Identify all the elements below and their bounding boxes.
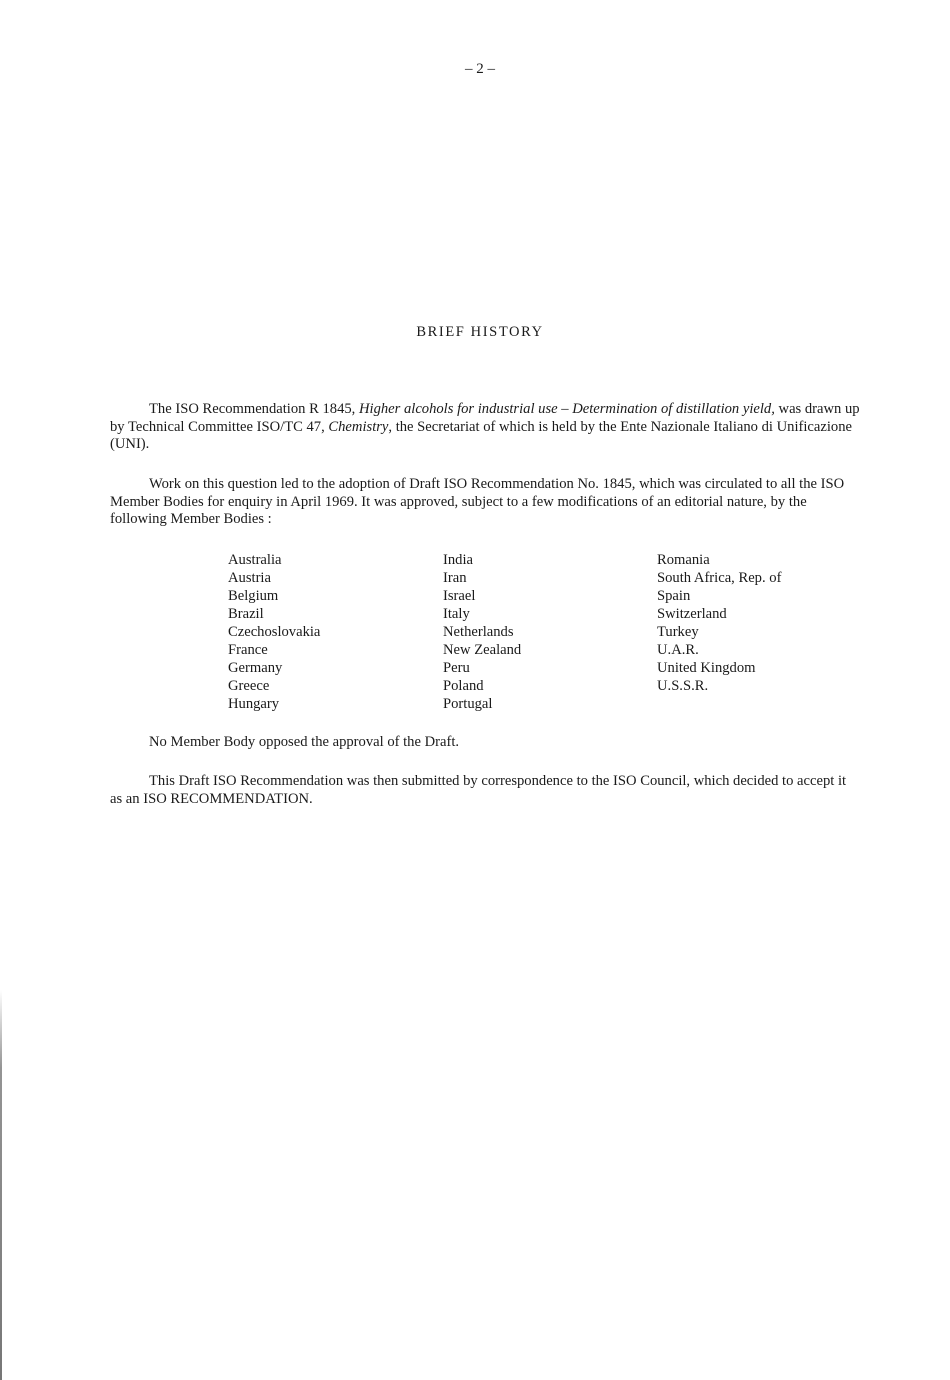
member-body-item: U.S.S.R. [657,678,709,694]
member-body-item: United Kingdom [657,660,756,676]
member-bodies-column-2 [443,551,521,713]
paragraph-origin-middle: was drawn up by Technical Committee ISO/TC 47, [110,401,860,435]
member-body-item: France [228,642,268,658]
member-body-item: Austria [228,570,271,586]
member-body-item: Australia [228,552,282,568]
paragraph-origin [110,401,860,454]
recommendation-title: Higher alcohols for industrial use – Determination of distillation yield, [358,401,775,417]
member-body-item: South Africa, Rep. of [657,570,782,586]
member-body-item: Italy [443,606,470,622]
page-number: – 2 – [465,61,495,77]
member-body-item: Romania [657,552,710,568]
member-body-item: India [443,552,473,568]
member-body-item: Brazil [228,606,264,622]
committee-name: Chemistry [328,418,389,435]
member-body-item: Greece [228,678,270,694]
page-title: BRIEF HISTORY [416,324,544,340]
member-body-item: Belgium [228,588,279,604]
member-body-item: Netherlands [443,624,514,640]
member-body-item: New Zealand [443,642,522,658]
member-body-item: Spain [657,588,691,604]
member-body-item: Portugal [443,696,493,712]
member-body-item: Switzerland [657,606,727,622]
member-bodies-column-1 [228,551,320,713]
paragraph-no-opposition-text: No Member Body opposed the approval of the Draft. [149,734,460,750]
scan-edge-mark [0,990,2,1380]
member-body-item: Peru [443,660,470,676]
member-body-item: Israel [443,588,476,604]
paragraph-no-opposition [110,734,860,752]
paragraph-adoption [110,476,860,529]
paragraph-adoption-text: Work on this question led to the adoption of Draft ISO Recommendation No. 1845, which was circulated to all the ISO Member Bodies for enquiry in April 1969. It was approved, subject to a few modifications of an editorial nature, by the following Member Bodies : [110,476,845,527]
paragraph-council-acceptance [110,773,860,808]
member-body-item: Poland [443,678,484,694]
member-body-item: Iran [443,570,467,586]
member-body-item: U.A.R. [657,642,699,658]
member-bodies-column-3 [657,551,781,695]
member-body-item: Hungary [228,696,280,712]
paragraph-origin-lead: The ISO Recommendation R 1845, [149,401,359,417]
member-body-item: Turkey [657,624,699,640]
member-body-item: Czechoslovakia [228,624,321,640]
paragraph-council-acceptance-text: This Draft ISO Recommendation was then submitted by correspondence to the ISO Council, which decided to accept it as an ISO RECOMMENDATION. [110,773,847,807]
member-body-item: Germany [228,660,283,676]
paragraph-origin-tail: , the Secretariat of which is held by the Ente Nazionale Italiano di Unificazione (UNI). [110,418,852,452]
